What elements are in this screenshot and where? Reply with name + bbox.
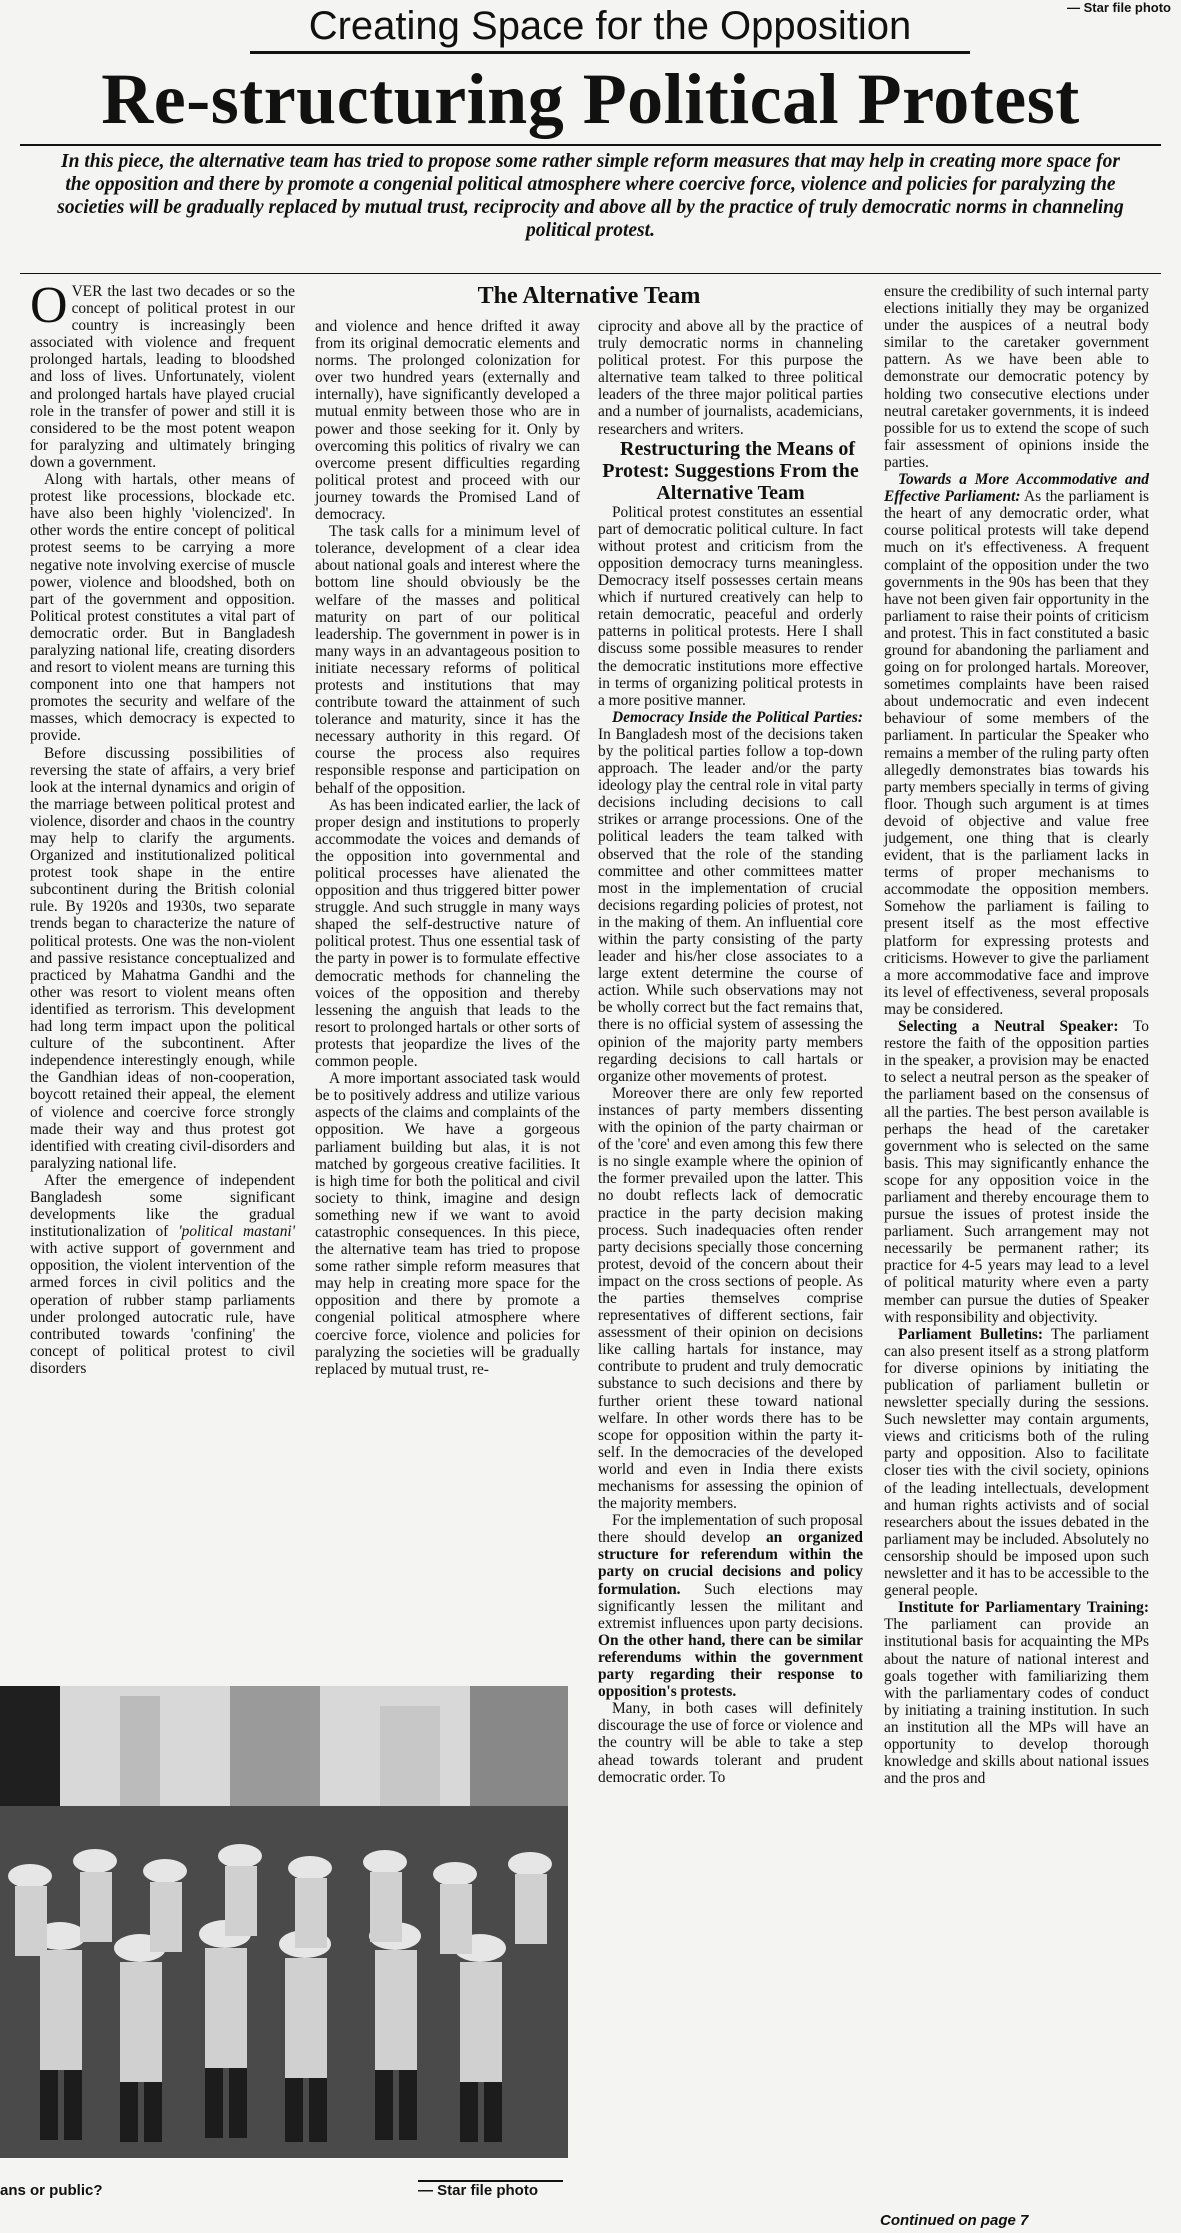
subheading: Restructuring the Means of Protest: Suggestions From the Alternative Team (602, 437, 859, 504)
paragraph: As has been indicated earlier, the lack of proper design and institutions to properly accommodate the voices and demands of the opposition into governmental and political processes have alienated the opposition and thus triggered bitter power struggle. And such struggle in many ways shaped the self-destructive nature of political protest. Thus one essential task of the party in power is to formulate effective democratic methods for channeling the voices of the opposition and thereby lessening the anguish that leads to the resort to prolonged hartals or other sorts of protests that jeopardize the lives of the common people. (315, 796, 580, 1071)
paragraph: The task calls for a minimum level of tolerance, development of a clear idea about national goals and interest where the bottom line should obviously be the welfare of the masses and political maturity on part of our political leadership. The government in power is in many ways in an advantageous position to initiate necessary reforms of political protests and institutions that may contribute toward the attainment of such tolerance and maturity, since it has the necessary authority in this regard. Of course the process also requires responsible response and participation on behalf of the opposition. (315, 523, 580, 797)
paragraph: A more important associated task would be to positively address and utilize various aspects of the claims and complaints of the opposition. We have a gorgeous parliament building but alas, it is not matched by gorgeous creative facilities. It is high time for both the political and civil society to think, imagine and design something new if we want to avoid catastrophic consequences. In this piece, the alternative team has tried to propose some rather simple reform measures that may help in creating more space for the opposition and there by promote a congenial political atmosphere where coercive force, violence and policies for paralyzing the societies will be gradually replaced by mutual trust, re- (315, 1070, 580, 1378)
paragraph: Institute for Parliamentary Training: The parliament can provide an institutional basis for acquainting the MPs about the nature of national interest and goals together with familiarizing them with the parliamentary codes of conduct by initiating a training institution. In such an institution all the MPs will have an opportunity to develop thorough knowledge and skills about national issues and the pros and (884, 1599, 1149, 1788)
photo-credit: — Star file photo (418, 2182, 538, 2199)
paragraph: OVER the last two decades or so the concept of political protest in our country is increasingly been associated with violence and frequent prolonged hartals, leading to bloodshed and loss of lives. Unfortunately, violent and prolonged hartals have played crucial role in the transfer of power and still it is considered to be the most potent weapon for paralyzing and ultimately bringing down a government. (30, 277, 295, 471)
paragraph: Moreover there are only few reported instances of party members dissenting with the opinion of the party chairman or of the 'core' and even among this few there is no single example where the opinion of the former prevailed upon the latter. This no doubt reflects lack of democratic practice in the party decision making process. Such inadequacies often render party decisions specially those concerning protest, devoid of the concern about their impact on the cross sections of people. As the parties themselves comprise representatives of different sections, fair assessment of their opinion on decisions like calling hartals for instance, may contribute to prudent and truly democratic substance to such decisions and there by further orient these toward national welfare. In other words there has to be scope for opposition within the party it-self. In the democracies of the developed world and even in India there exists mechanisms for assessing the opinion of the majority members. (598, 1084, 863, 1513)
column-2 (315, 318, 580, 1378)
paragraph: ensure the credibility of such internal party elections initially they may be organized under the auspices of a neutral body similar to the caretaker government pattern. As we have been able to demonstrate our democratic potency by holding two consecutive elections under neutral caretaker governments, it is indeed possible for us to extend the scope of such fair assessment of opinions inside the parties. (884, 283, 1149, 471)
column-4 (884, 283, 1149, 1787)
paragraph: For the implementation of such proposal there should develop an organized structure for referendum within the party on crucial decisions and policy formulation. Such elections may significantly lessen the militant and extremist influences upon party decisions. On the other hand, there can be similar referendums within the government party regarding their response to opposition's protests. (598, 1512, 863, 1701)
column-3 (598, 318, 863, 1786)
continued-note: Continued on page 7 (880, 2212, 1029, 2229)
intro-standfirst: In this piece, the alternative team has tried to propose some rather simple reform measures that may help in creating more space for the opposition and there by promote a congenial political atmosphere where coercive force, violence and policies for paralyzing the societies will be gradually replaced by mutual trust, reciprocity and above all by the practice of truly democratic norms in channeling political protest. (57, 151, 1124, 241)
paragraph: ciprocity and above all by the practice of truly democratic norms in channeling political protest. For this purpose the alternative team talked to three political leaders of the three major political parties and a number of journalists, academicians, researchers and writers. (598, 318, 863, 438)
rule-bottom (20, 273, 1161, 274)
paragraph: Towards a More Accommodative and Effective Parliament: As the parliament is the heart of any democratic order, what course political protests will take depend much on it's effectiveness. A frequent complaint of the opposition under the two governments in the 90s has been that they have not been given fair opportunity in the parliament to raise their points of criticism and protest. This in fact constituted a basic ground for abandoning the parliament and going on for prolonged hartals. Moreover, sometimes complaints have been raised about undemocratic and even indecent behaviour of some members of the parliament. In particular the Speaker who remains a member of the ruling party often allegedly demonstrates bias towards his party members specially in terms of giving floor. Though such argument is at times devoid of objective and value free judgement, one thing that is clearly evident, that is the parliament lacks in terms of proper mechanisms to accommodate the opposition members. Somehow the parliament is failing to present itself as the most effective platform for expressing protests and criticisms. However to give the parliament a more accommodative face and improve its level of effectiveness, several proposals may be considered. (884, 471, 1149, 1018)
paragraph: Parliament Bulletins: The parliament can also present itself as a strong platform for diverse opinions by initiating the publication of parliament bulletin or newsletter specially during the sessions. Such newsletter may contain arguments, views and criticisms both of the ruling party and opposition. Also to facilitate closer ties with the civil society, opinions of the leading intellectuals, development and human rights activists and of social researchers about the issues debated in the parliament may be included. Absolutely no censorship should be imposed upon such newsletter and it has to be accessible to the general people. (884, 1325, 1149, 1600)
paragraph: and violence and hence drifted it away from its original democratic elements and norms. The prolonged colonization for over two hundred years (externally and internally), have significantly developed a mutual enmity between those who are in power and those seeking for it. Only by overcoming this politics of rivalry we can overcome present difficulties regarding political protest and proceed with our journey towards the Promised Land of democracy. (315, 318, 580, 524)
top-photo-credit: — Star file photo (1067, 0, 1171, 15)
rule-top (20, 144, 1161, 146)
drop-cap: O (30, 277, 68, 334)
section-heading: The Alternative Team (477, 283, 701, 309)
main-headline: Re-structuring Political Protest (101, 59, 1080, 139)
crowd-photo-illustration (0, 1686, 568, 2158)
photo-caption: ans or public? (0, 2182, 103, 2199)
kicker-headline: Creating Space for the Opposition (250, 4, 970, 54)
column-1 (30, 277, 295, 1377)
paragraph: Many, in both cases will definitely discourage the use of force or violence and the country will be able to take a step ahead towards tolerant and prudent democratic order. To (598, 1700, 863, 1786)
news-photo (0, 1686, 568, 2158)
paragraph: Selecting a Neutral Speaker: To restore the faith of the opposition parties in the speaker, a provision may be enacted to select a neutral person as the speaker of the parliament based on the consensus of all the parties. The best person available is perhaps the head of the caretaker government who is selected on the same basis. This may significantly enhance the scope for any opposition voice in the parliament and thereby encourage them to pursue the issues of protest inside the parliament. Such arrangement may not necessarily be permanent rather; its practice for 4-5 years may lead to a level of political maturity where even a party member can pursue the duties of Speaker with responsibility and objectivity. (884, 1018, 1149, 1326)
paragraph: Political protest constitutes an essential part of democratic political culture. In fact without protest and criticism from the opposition democracy turns meaningless. Democracy itself possesses certain means which if nurtured creatively can help to retain democratic, peaceful and orderly patterns in political protests. Here I shall discuss some possible measures to render the democratic institutions more effective in terms of organizing political protests in a more positive manner. (598, 503, 863, 709)
paragraph: Along with hartals, other means of protest like processions, blockade etc. have also been highly 'violencized'. In other words the entire concept of political protest seems to be carrying a more negative note involving exercise of muscle power, violence and bloodshed, both on part of the government and opposition. Political protest constitutes a vital part of democratic order. But in Bangladesh paralyzing national life, creating disorders and resort to violent means are turning this component into one that hampers not promotes the security and welfare of the masses, which democracy is expected to provide. (30, 471, 295, 745)
paragraph: After the emergence of independent Bangladesh some significant developments like the gradual institutionalization of 'political mastani' with active support of government and opposition, the violent intervention of the armed forces in civil politics and the operation of rubber stamp parliaments under prolonged autocratic rule, have contributed towards 'confining' the concept of political protest to civil disorders (30, 1171, 295, 1377)
paragraph: Democracy Inside the Political Parties: In Bangladesh most of the decisions taken by the political parties follow a top-down approach. The leader and/or the party ideology play the central role in vital party decisions including decisions to call strikes or arrange processions. One of the political leaders the team talked with observed that the role of the standing committee and other committees matter most in the implementation of crucial decisions regarding policies of protest, not in the making of them. An influential core within the party consisting of the party leader and his/her close associates to a large extent determine the course of action. While such observations may not be wholly correct but the fact remains that, there is no official system of assessing the opinion of the majority party members regarding decisions to call hartals or organize other movements of protest. (598, 708, 863, 1085)
paragraph: Before discussing possibilities of reversing the state of affairs, a very brief look at the internal dynamics and origin of the marriage between political protest and violence, disorder and chaos in the country may help to clarify the arguments. Organized and institutionalized political protest took shape in the entire subcontinent during the British colonial rule. By 1920s and 1930s, two separate trends began to characterize the nature of political protests. One was the non-violent and passive resistance conceptualized and practiced by Mahatma Gandhi and the other was resort to violent means often identified as terrorism. This development had long term impact upon the political culture of the subcontinent. After independence interestingly enough, while the Gandhian ideas of non-cooperation, boycott retained their appeal, the element of violence and coercive force strongly made their way and thus protest got identified with creating civil-disorders and paralyzing national life. (30, 744, 295, 1172)
